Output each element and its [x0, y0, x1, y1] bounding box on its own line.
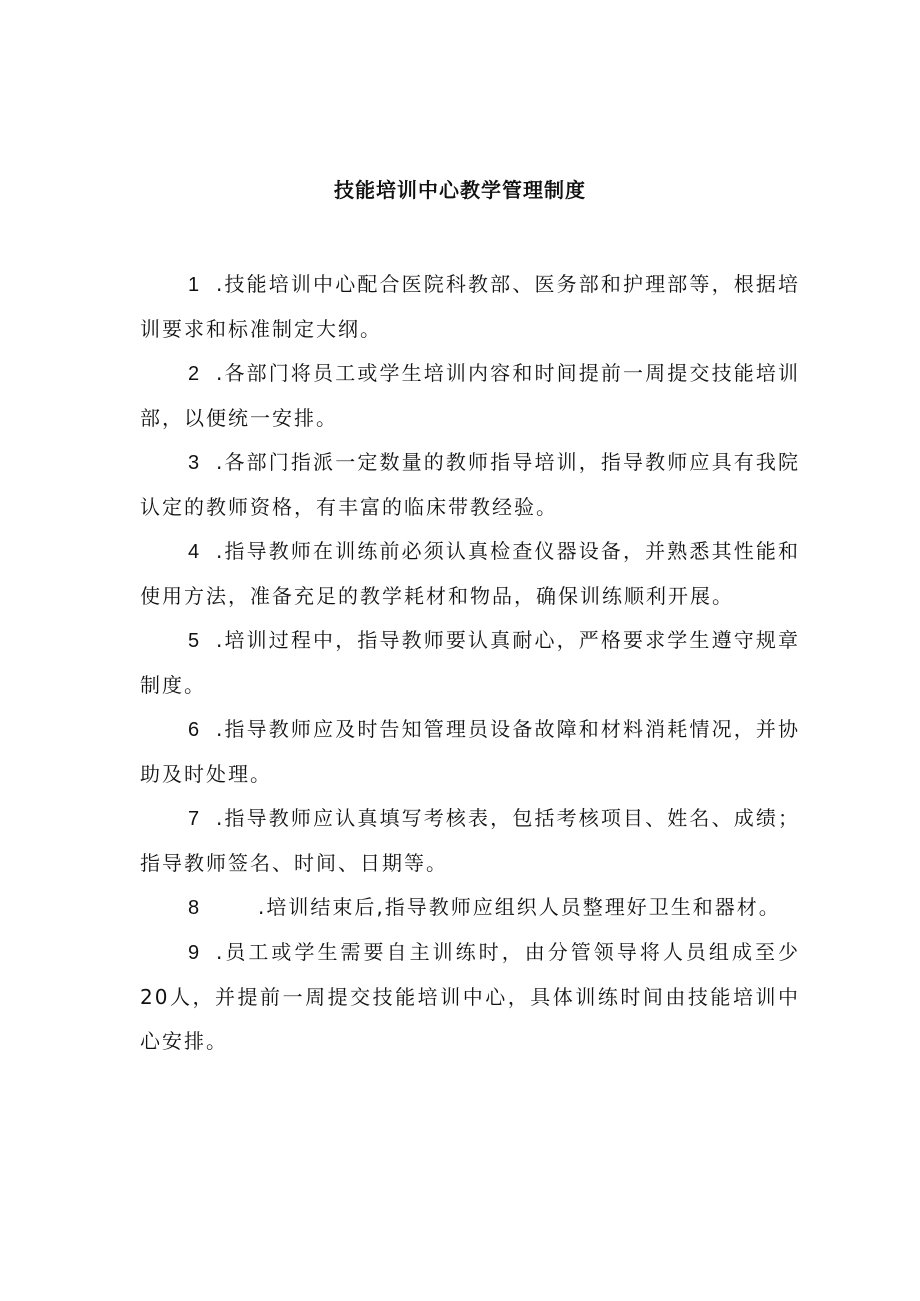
item-text: .技能培训中心配合医院科教部、医务部和护理部等，根据培训要求和标准制定大纲。 [140, 272, 800, 341]
regulation-list [140, 262, 800, 1063]
regulation-item-4 [140, 529, 800, 618]
regulation-item-8 [140, 885, 800, 930]
item-number: 5 [188, 630, 202, 652]
item-text: .指导教师应认真填写考核表，包括考核项目、姓名、成绩；指导教师签名、时间、日期等。 [140, 806, 800, 875]
item-number: 3 [188, 452, 202, 474]
item-number: 9 [188, 942, 202, 964]
item-text: .培训结束后,指导教师应组织人员整理好卫生和器材。 [258, 895, 781, 919]
item-number: 2 [188, 363, 202, 385]
item-text: .各部门指派一定数量的教师指导培训，指导教师应具有我院认定的教师资格，有丰富的临床带教经验。 [140, 450, 800, 519]
regulation-item-7 [140, 796, 800, 885]
regulation-item-3 [140, 440, 800, 529]
regulation-item-6 [140, 707, 800, 796]
document-title: 技能培训中心教学管理制度 [334, 178, 586, 202]
regulation-item-1 [140, 262, 800, 351]
item-text: .培训过程中，指导教师要认真耐心，严格要求学生遵守规章制度。 [140, 628, 800, 697]
regulation-item-9 [140, 930, 800, 1063]
item-text: .指导教师在训练前必须认真检查仪器设备，并熟悉其性能和使用方法，准备充足的教学耗材和物品，确保训练顺利开展。 [140, 539, 800, 608]
item-text: .各部门将员工或学生培训内容和时间提前一周提交技能培训部，以便统一安排。 [140, 361, 800, 430]
regulation-item-2 [140, 351, 800, 440]
regulation-item-5 [140, 618, 800, 707]
item-number: 6 [188, 719, 202, 741]
item-number: 1 [188, 274, 202, 296]
item-text: .指导教师应及时告知管理员设备故障和材料消耗情况，并协助及时处理。 [140, 717, 800, 786]
item-text: .员工或学生需要自主训练时，由分管领导将人员组成至少20人，并提前一周提交技能培训中心，具体训练时间由技能培训中心安排。 [140, 940, 800, 1053]
item-number: 4 [188, 541, 202, 563]
item-number: 7 [188, 808, 202, 830]
item-number: 8 [188, 897, 202, 919]
